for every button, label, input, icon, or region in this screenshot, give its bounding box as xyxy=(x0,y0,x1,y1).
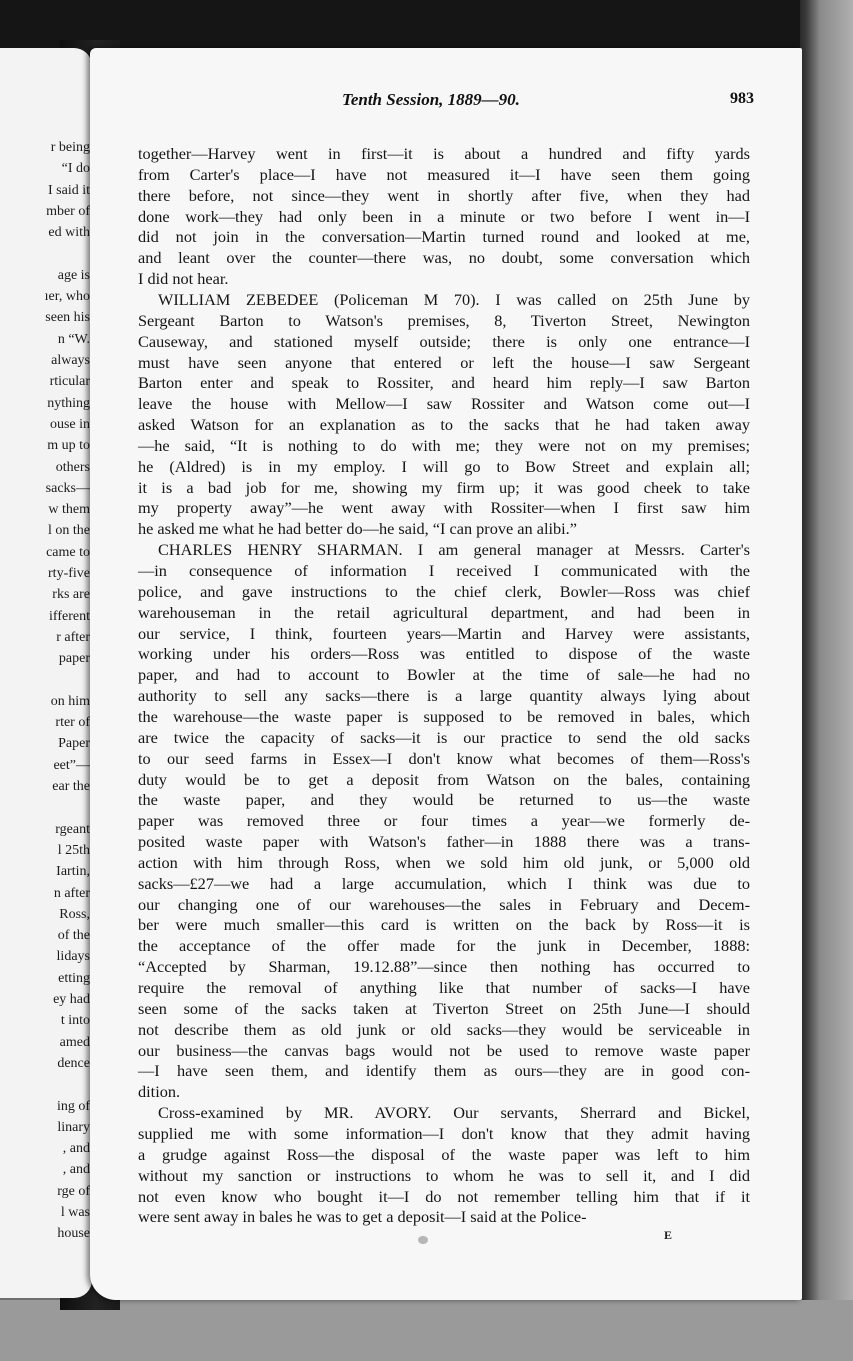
facing-page-line: rty-five xyxy=(48,566,90,581)
text-line: working under his orders—Ross was entitled to dispose of the waste xyxy=(138,644,750,664)
facing-page-line: w them xyxy=(48,502,90,518)
scan-bottom-border xyxy=(0,1300,853,1361)
text-line: a grudge against Ross—the disposal of the waste paper was left to him xyxy=(138,1144,750,1164)
text-line: he asked me what he had better do—he said, “I can prove an alibi.” xyxy=(138,519,577,539)
text-line: Cross-examined by MR. AVORY. Our servants, Sherrard and Bickel, xyxy=(158,1103,750,1123)
facing-page-line: etting xyxy=(58,970,90,986)
facing-page-line: of the xyxy=(57,928,90,944)
facing-page-line: ing of xyxy=(56,1098,90,1114)
facing-page-line: l on the xyxy=(48,523,90,539)
facing-page-line: ed with xyxy=(48,225,90,241)
text-line: authority to sell any sacks—there is a large quantity always lying about xyxy=(138,686,750,706)
text-line: are twice the capacity of sacks—it is our practice to send the old sacks xyxy=(138,727,750,747)
text-line: must have seen anyone that entered or left the house—I saw Sergeant xyxy=(138,352,750,372)
text-line: asked Watson for an explanation as to the sacks that he had taken away xyxy=(138,415,750,435)
text-line: Causeway, and stationed myself outside; there is only one entrance—I xyxy=(138,331,750,351)
text-line: there before, not since—they went in shortly after five, when they had xyxy=(138,185,750,205)
facing-page-line: sacks— xyxy=(45,480,90,496)
text-line: WILLIAM ZEBEDEE (Policeman M 70). I was called on 25th June by xyxy=(158,289,750,309)
text-line: “Accepted by Sharman, 19.12.88”—since then nothing has occurred to xyxy=(138,957,750,977)
text-line: paper was removed three or four times a year—we formerly de- xyxy=(138,811,750,831)
text-line: it is a bad job for me, showing my firm up; it was good cheek to take xyxy=(138,477,750,497)
text-line: CHARLES HENRY SHARMAN. I am general manager at Messrs. Carter's xyxy=(158,540,750,560)
book-page xyxy=(90,48,802,1300)
text-line: Sergeant Barton to Watson's premises, 8, Tiverton Street, Newington xyxy=(138,310,750,330)
facing-page-line: rge of xyxy=(57,1183,90,1199)
facing-page-line: paper xyxy=(58,651,90,667)
facing-page-line: n “W. xyxy=(57,331,90,347)
text-line: I did not hear. xyxy=(138,269,229,289)
facing-page-line: , and xyxy=(62,1141,90,1157)
facing-page-line: “I do xyxy=(61,161,90,177)
facing-page-line: ifferent xyxy=(49,608,90,624)
facing-page-line: others xyxy=(55,459,90,475)
text-line: the warehouse—the waste paper is supposed to be removed in bales, which xyxy=(138,706,750,726)
text-line: ber were much smaller—this card is written on the back by Ross—it is xyxy=(138,915,750,935)
running-head: Tenth Session, 1889—90. xyxy=(342,90,520,109)
facing-page-line: eet”— xyxy=(53,757,90,773)
facing-page-line: lidays xyxy=(56,949,90,965)
text-line: our service, I think, fourteen years—Martin and Harvey were assistants, xyxy=(138,623,750,643)
facing-page-line: m up to xyxy=(47,438,90,454)
facing-page-fragment xyxy=(0,48,92,1298)
text-line: leave the house with Mellow—I saw Rossiter and Watson come out—I xyxy=(138,394,750,414)
facing-page-line: r after xyxy=(56,629,90,645)
facing-page-line: ıer, who xyxy=(44,289,90,305)
text-line: the acceptance of the offer made for the junk in December, 1888: xyxy=(138,936,750,956)
facing-page-line: Paper xyxy=(58,736,90,752)
text-line: paper, and had to account to Bowler at the time of sale—he had no xyxy=(138,665,750,685)
facing-page-line: , and xyxy=(62,1162,90,1178)
text-line: not even know who bought it—I do not remember telling him that if it xyxy=(138,1186,750,1206)
facing-page-line: rgeant xyxy=(55,821,90,837)
text-line: require the removal of anything like that number of sacks—I have xyxy=(138,978,750,997)
facing-page-line: rter of xyxy=(55,715,90,731)
facing-page-line: rticular xyxy=(49,374,90,390)
text-line: to our seed farms in Essex—I don't know what becomes of them—Ross's xyxy=(138,748,750,768)
text-line: the waste paper, and they would be returned to us—the waste xyxy=(138,790,750,810)
text-line: —he said, “It is nothing to do with me; they were not on my premises; xyxy=(138,435,750,455)
text-line: duty would be to get a deposit from Watson on the bales, containing xyxy=(138,769,750,789)
facing-page-line: ear the xyxy=(52,779,90,794)
facing-page-line: amed xyxy=(59,1034,90,1050)
text-line: not describe them as old junk or old sacks—they would be serviceable in xyxy=(138,1019,750,1039)
text-line: without my sanction or instructions to whom he was to sell it, and I did xyxy=(138,1165,750,1185)
page-header xyxy=(90,90,802,110)
facing-page-line: came to xyxy=(46,544,90,560)
text-line: seen some of the sacks taken at Tiverton Street on 25th June—I should xyxy=(138,998,750,1018)
facing-page-line: ey had xyxy=(53,992,90,1007)
printer-signature-mark: E xyxy=(664,1228,673,1242)
facing-page-line: r being xyxy=(50,140,90,155)
facing-page-line: on him xyxy=(50,693,90,709)
text-line: supplied me with some information—I don't know that they admit having xyxy=(138,1123,750,1143)
text-line: together—Harvey went in first—it is about a hundred and fifty yards xyxy=(138,144,750,163)
facing-page-line: n after xyxy=(53,885,90,901)
page-number: 983 xyxy=(730,90,754,107)
text-line: he (Aldred) is in my employ. I will go to Bow Street and explain all; xyxy=(138,456,750,476)
facing-page-line: always xyxy=(51,353,90,368)
facing-page-line: seen his xyxy=(45,310,90,326)
facing-page-line: l was xyxy=(60,1205,90,1220)
text-line: sacks—£27—we had a large accumulation, which I think was due to xyxy=(138,873,750,893)
text-line: action with him through Ross, when we sold him old junk, or 5,000 old xyxy=(138,852,750,872)
text-line: warehouseman in the retail agricultural department, and had been in xyxy=(138,602,750,622)
facing-page-line: l 25th xyxy=(57,842,90,858)
text-line: —in consequence of information I received I communicated with the xyxy=(138,561,750,580)
text-line: and leant over the counter—there was, no doubt, some conversation which xyxy=(138,248,750,268)
text-line: police, and gave instructions to the chief clerk, Bowler—Ross was chief xyxy=(138,581,750,601)
text-line: dition. xyxy=(138,1082,181,1102)
text-line: were sent away in bales he was to get a deposit—I said at the Police- xyxy=(138,1207,587,1227)
facing-page-line: t into xyxy=(60,1013,90,1029)
text-line: Barton enter and speak to Rossiter, and heard him reply—I saw Barton xyxy=(138,373,750,393)
text-line: done work—they had only been in a minute or two before I went in—I xyxy=(138,206,750,226)
ink-smudge xyxy=(418,1236,428,1244)
facing-page-line: Ross, xyxy=(59,906,90,922)
facing-page-line: ouse in xyxy=(49,416,90,432)
facing-page-line: linary xyxy=(57,1119,90,1135)
facing-page-line: Iartin, xyxy=(56,864,90,880)
text-line: did not join in the conversation—Martin turned round and looked at me, xyxy=(138,227,750,247)
text-line: our business—the canvas bags would not be used to remove waste paper xyxy=(138,1040,750,1060)
text-line: our changing one of our warehouses—the sales in February and Decem- xyxy=(138,894,750,914)
facing-page-line: rks are xyxy=(52,587,90,603)
facing-page-line: house xyxy=(57,1226,90,1242)
facing-page-line: nything xyxy=(47,395,90,411)
text-line: —I have seen them, and identify them as ours—they are in good con- xyxy=(138,1061,750,1081)
facing-page-line: dence xyxy=(57,1055,90,1071)
text-line: my property away”—he went away with Rossiter—when I first saw him xyxy=(138,498,750,518)
facing-page-line: mber of xyxy=(46,203,90,219)
facing-page-line: age is xyxy=(57,267,90,283)
facing-page-line: I said it xyxy=(48,182,90,198)
text-line: from Carter's place—I have not measured it—I have seen them going xyxy=(138,164,750,184)
text-line: posited waste paper with Watson's father—in 1888 there was a trans- xyxy=(138,832,750,852)
scan-top-border xyxy=(0,0,853,48)
scan-right-border xyxy=(800,0,853,1361)
